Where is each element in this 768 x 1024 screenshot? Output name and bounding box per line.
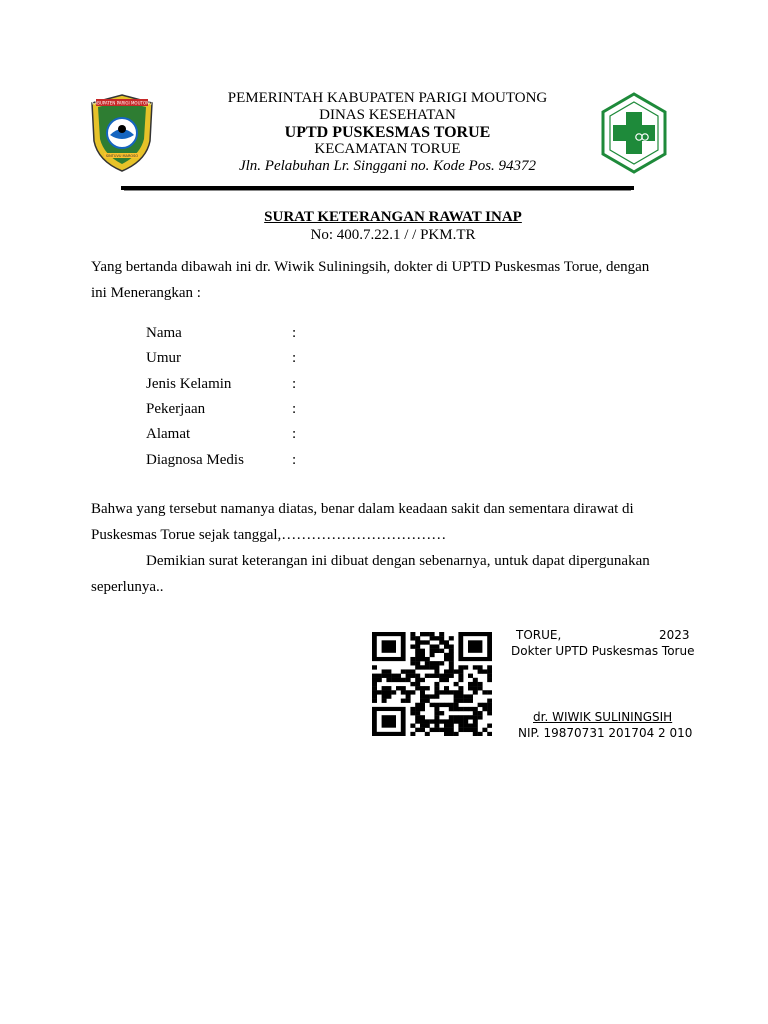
field-colon: : — [292, 350, 297, 367]
intro-line-1: Yang bertanda dibawah ini dr. Wiwik Suliningsih, dokter di UPTD Puskesmas Torue, dengan — [91, 259, 650, 275]
field-label-nama: Nama — [146, 325, 182, 342]
field-label-alamat: Alamat — [146, 426, 191, 443]
field-row — [146, 422, 296, 447]
letterhead-district: KECAMATAN TORUE — [314, 141, 461, 157]
kabupaten-emblem-icon — [90, 93, 154, 173]
qr-code-icon — [372, 632, 492, 736]
signature-year: 2023 — [659, 628, 690, 642]
field-row — [146, 447, 296, 472]
statement-line-1: Bahwa yang tersebut namanya diatas, benar dalam keadaan sakit dan sementara dirawat di — [91, 501, 634, 517]
document-number: No: 400.7.22.1 / / PKM.TR — [310, 227, 476, 243]
intro-line-2: ini Menerangkan : — [91, 285, 201, 301]
letterhead — [160, 90, 615, 175]
field-row — [146, 346, 296, 371]
closing-line-2: seperlunya.. — [91, 579, 164, 595]
letterhead-government: PEMERINTAH KABUPATEN PARIGI MOUTONG — [227, 90, 548, 106]
field-label-umur: Umur — [146, 350, 181, 367]
patient-fields — [146, 321, 296, 473]
document-title: SURAT KETERANGAN RAWAT INAP — [264, 209, 522, 225]
field-label-jenis-kelamin: Jenis Kelamin — [146, 375, 232, 392]
field-colon: : — [292, 375, 297, 392]
closing-line-1: Demikian surat keterangan ini dibuat dengan sebenarnya, untuk dapat dipergunakan — [146, 553, 650, 569]
field-label-pekerjaan: Pekerjaan — [146, 401, 206, 418]
field-colon: : — [292, 325, 297, 342]
field-row — [146, 321, 296, 346]
statement-paragraph — [91, 496, 695, 600]
statement-line-2: Puskesmas Torue sejak tanggal,…………………………… — [91, 527, 447, 543]
letterhead-institution: UPTD PUSKESMAS TORUE — [284, 124, 491, 141]
intro-paragraph — [91, 254, 695, 306]
field-colon: : — [292, 401, 297, 418]
letterhead-rule-shadow — [124, 190, 631, 191]
letterhead-address: Jln. Pelabuhan Lr. Singgani no. Kode Pos. 94372 — [238, 158, 537, 174]
field-row — [146, 397, 296, 422]
puskesmas-logo-icon — [600, 92, 668, 174]
field-colon: : — [292, 426, 297, 443]
field-colon: : — [292, 451, 297, 468]
emblem-text-top: KABUPATEN PARIGI MOUTONG — [91, 100, 153, 106]
signature-nip: NIP. 19870731 201704 2 010 — [518, 726, 693, 740]
signature-position: Dokter UPTD Puskesmas Torue — [511, 644, 695, 658]
field-row — [146, 372, 296, 397]
signature-name: dr. WIWIK SULININGSIH — [533, 710, 673, 724]
emblem-text-bottom: SINTUVU MAROSO — [105, 154, 139, 158]
signature-place: TORUE, — [516, 628, 562, 642]
field-label-diagnosa-medis: Diagnosa Medis — [146, 451, 244, 468]
letterhead-department: DINAS KESEHATAN — [319, 107, 456, 123]
